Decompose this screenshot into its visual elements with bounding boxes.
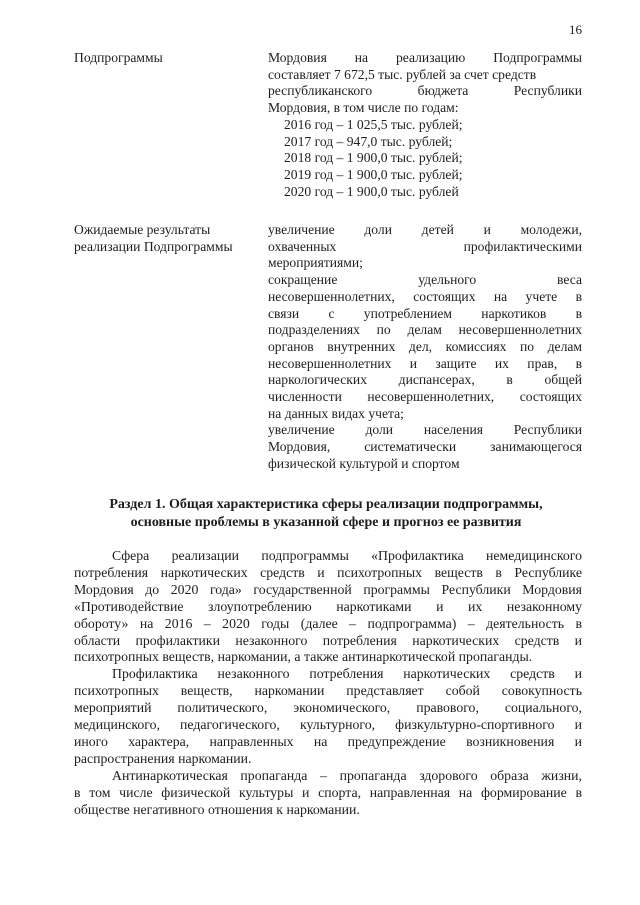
results-line: связи с употреблением наркотиков в	[268, 305, 582, 321]
paragraph-line: области профилактики незаконного потребления наркотических средств и	[74, 632, 582, 648]
passport-content-funding	[268, 50, 582, 200]
funding-line: Мордовия, в том числе по годам:	[268, 100, 459, 116]
paragraph-line: в том числе физической культуры и спорта, направленная на формирование в	[74, 784, 582, 800]
funding-line: республиканского бюджета Республики	[268, 83, 582, 99]
funding-year-2018: 2018 год – 1 900,0 тыс. рублей;	[284, 150, 463, 166]
paragraph	[74, 768, 582, 819]
results-line: увеличение доли населения Республики	[268, 422, 582, 438]
passport-row-results	[74, 222, 582, 482]
paragraph-line: обороту» на 2016 – 2020 годы (далее – подпрограмма) – деятельность в	[74, 615, 582, 631]
passport-row-funding	[74, 50, 582, 210]
results-label-line: реализации Подпрограммы	[74, 238, 233, 254]
funding-year-2019: 2019 год – 1 900,0 тыс. рублей;	[284, 166, 463, 182]
funding-line: Мордовия на реализацию Подпрограммы	[268, 50, 582, 65]
results-line: охваченных профилактическими	[268, 238, 582, 254]
results-line: мероприятиями;	[268, 255, 363, 271]
paragraph-line: Антинаркотическая пропаганда – пропаганда здорового образа жизни,	[112, 767, 582, 783]
paragraph-line: Профилактика незаконного потребления наркотических средств и	[112, 666, 582, 682]
results-line: органов внутренних дел, комиссиях по делам	[268, 338, 582, 354]
paragraph-line: распространения наркомании.	[74, 750, 252, 766]
funding-year-2020: 2020 год – 1 900,0 тыс. рублей	[284, 183, 459, 199]
paragraph-line: Сфера реализации подпрограммы «Профилактика немедицинского	[112, 548, 582, 563]
paragraph-line: психотропных веществ, наркомании представляет собой совокупность	[74, 683, 582, 699]
paragraph	[74, 548, 582, 666]
results-line: сокращение удельного веса	[268, 272, 582, 288]
paragraph-line: мероприятий политического, экономического, правового, социального,	[74, 700, 582, 716]
paragraph-line: иного характера, направленных на предупреждение возникновения и	[74, 733, 582, 749]
paragraph-line: Мордовия до 2020 года» государственной программы Республики Мордовия	[74, 581, 582, 597]
paragraph-line: потребления наркотических средств и психотропных веществ в Республике	[74, 564, 582, 580]
section-title-line: Раздел 1. Общая характеристика сферы реализации подпрограммы,	[109, 497, 543, 512]
paragraph-line: психотропных веществ, наркомании, а также антинаркотической пропаганды.	[74, 649, 533, 665]
results-line: несовершеннолетних, состоящих на учете в	[268, 288, 582, 304]
paragraph-line: «Противодействие злоупотреблению наркотиками и их незаконному	[74, 598, 582, 614]
passport-label-funding: Подпрограммы	[74, 50, 163, 65]
passport-label-results	[74, 222, 260, 255]
section-title-line: основные проблемы в указанной сфере и прогноз ее развития	[130, 514, 522, 530]
results-label-line: Ожидаемые результаты	[74, 222, 211, 237]
results-line: увеличение доли детей и молодежи,	[268, 222, 582, 237]
results-line: на данных видах учета;	[268, 405, 404, 421]
paragraph	[74, 666, 582, 767]
passport-content-results	[268, 222, 582, 473]
results-line: физической культурой и спортом	[268, 455, 460, 471]
funding-line: составляет 7 672,5 тыс. рублей за счет средств	[268, 66, 537, 82]
page-number: 16	[569, 22, 582, 37]
body-text	[74, 548, 582, 819]
funding-year-2017: 2017 год – 947,0 тыс. рублей;	[284, 133, 453, 149]
section-title	[60, 496, 592, 531]
results-line: наркологических диспансерах, в общей	[268, 372, 582, 388]
paragraph-line: медицинского, педагогического, культурного, физкультурно-спортивного и	[74, 717, 582, 733]
results-line: подразделениях по делам несовершеннолетних	[268, 322, 582, 338]
funding-year-2016: 2016 год – 1 025,5 тыс. рублей;	[284, 116, 463, 132]
paragraph-line: обществе негативного отношения к наркомании.	[74, 801, 360, 817]
results-line: несовершеннолетних и защите их прав, в	[268, 355, 582, 371]
results-line: численности несовершеннолетних, состоящих	[268, 389, 582, 405]
results-line: Мордовия, систематически занимающегося	[268, 439, 582, 455]
